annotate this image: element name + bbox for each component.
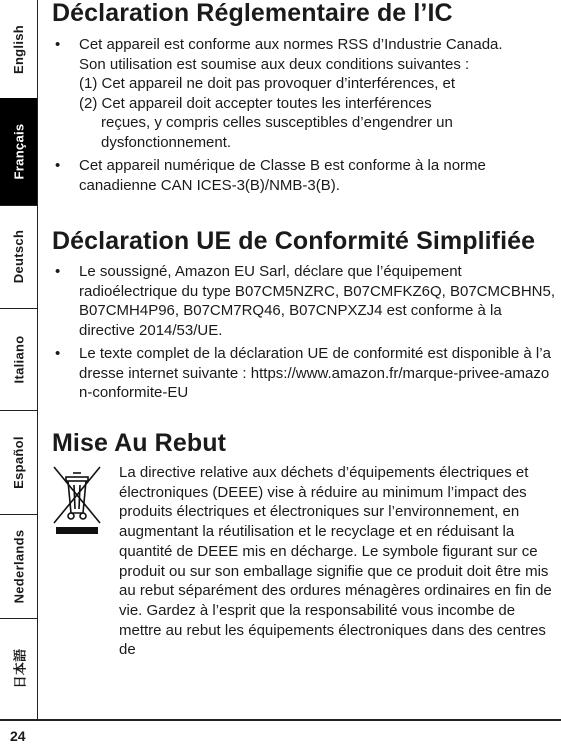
ic-bullet-1-line-1: • Cet appareil est conforme aux normes RSS d’Industrie Canada. — [79, 36, 503, 53]
tab-label-italiano: Italiano — [11, 335, 26, 383]
tab-label-english: English — [11, 24, 26, 74]
tab-italiano[interactable] — [0, 308, 37, 411]
page-number: 24 — [10, 728, 26, 744]
disposal-body-text: La directive relative aux déchets d’équipements électriques et électroniques (DEEE) vise à réduire au minimum l’impact des produits électriques et électroniques sur l’environnement, en augmentant la réutilisation et le recyclage et en réduisant la quantité de DEEE mis en décharge. Le symbole figurant sur ce produit ou sur son emballage signifie que ce produit doit être mis au rebut séparément des ordures ménagères ordinaires en fin de vie. Gardez à l’esprit que la responsabilité vous incombe de mettre au rebut les équipements électroniques dans des centres de — [119, 464, 552, 659]
tab-deutsch[interactable] — [0, 205, 37, 309]
ic-bullet-2: • Cet appareil numérique de Classe B est conforme à la norme canadienne CAN ICES-3(B)/NMB-3(B). — [52, 156, 557, 195]
tab-nederlands[interactable] — [0, 514, 37, 619]
eu-section-title: Déclaration UE de Conformité Simplifiée — [52, 227, 536, 255]
weee-crossed-bin-icon — [52, 465, 102, 543]
ic-condition-2-cont-2: dysfonctionnement. — [101, 133, 232, 151]
eu-bullet-list — [52, 262, 557, 403]
disposal-block — [52, 463, 557, 660]
tab-label-deutsch: Deutsch — [11, 229, 27, 284]
ic-bullet-list — [52, 35, 557, 195]
tab-label-japanese: 日本語 — [12, 648, 27, 689]
tab-english[interactable] — [0, 0, 37, 99]
tab-label-francais: Français — [11, 123, 26, 180]
disposal-section-title: Mise Au Rebut — [52, 429, 226, 457]
ic-bullet-1 — [52, 35, 557, 152]
ic-section-title: Déclaration Réglementaire de l’IC — [52, 0, 453, 27]
eu-bullet-1: • Le soussigné, Amazon EU Sarl, déclare que l’équipement radioélectrique du type B07CM5NZRC, B07CMFKZ6Q, B07CMCBHN5, B07CMH4P96, B07CM7RQ46, B07CNPXZJ4 est conforme à la directive 2014/53/UE. — [52, 262, 557, 340]
footer-divider — [0, 719, 561, 721]
tab-espanol[interactable] — [0, 410, 37, 515]
ic-condition-2-cont-1: reçues, y compris celles susceptibles d’engendrer un — [101, 114, 453, 131]
tab-label-nederlands: Nederlands — [11, 529, 26, 603]
ic-condition-1: (1) Cet appareil ne doit pas provoquer d’interférences, et — [79, 75, 456, 92]
ic-bullet-1-line-2: Son utilisation est soumise aux deux conditions suivantes : — [79, 55, 470, 73]
ic-condition-2: (2) Cet appareil doit accepter toutes les interférences — [79, 94, 432, 112]
eu-bullet-2: • Le texte complet de la déclaration UE de conformité est disponible à l’adresse internet suivante : https://www.amazon.fr/marque-privee-amazon-conformite-EU — [52, 344, 557, 403]
language-sidebar — [0, 0, 38, 720]
tab-francais[interactable] — [0, 98, 37, 206]
tab-japanese[interactable] — [0, 618, 37, 719]
sidebar-divider — [37, 0, 38, 720]
tab-label-espanol: Español — [11, 435, 27, 489]
